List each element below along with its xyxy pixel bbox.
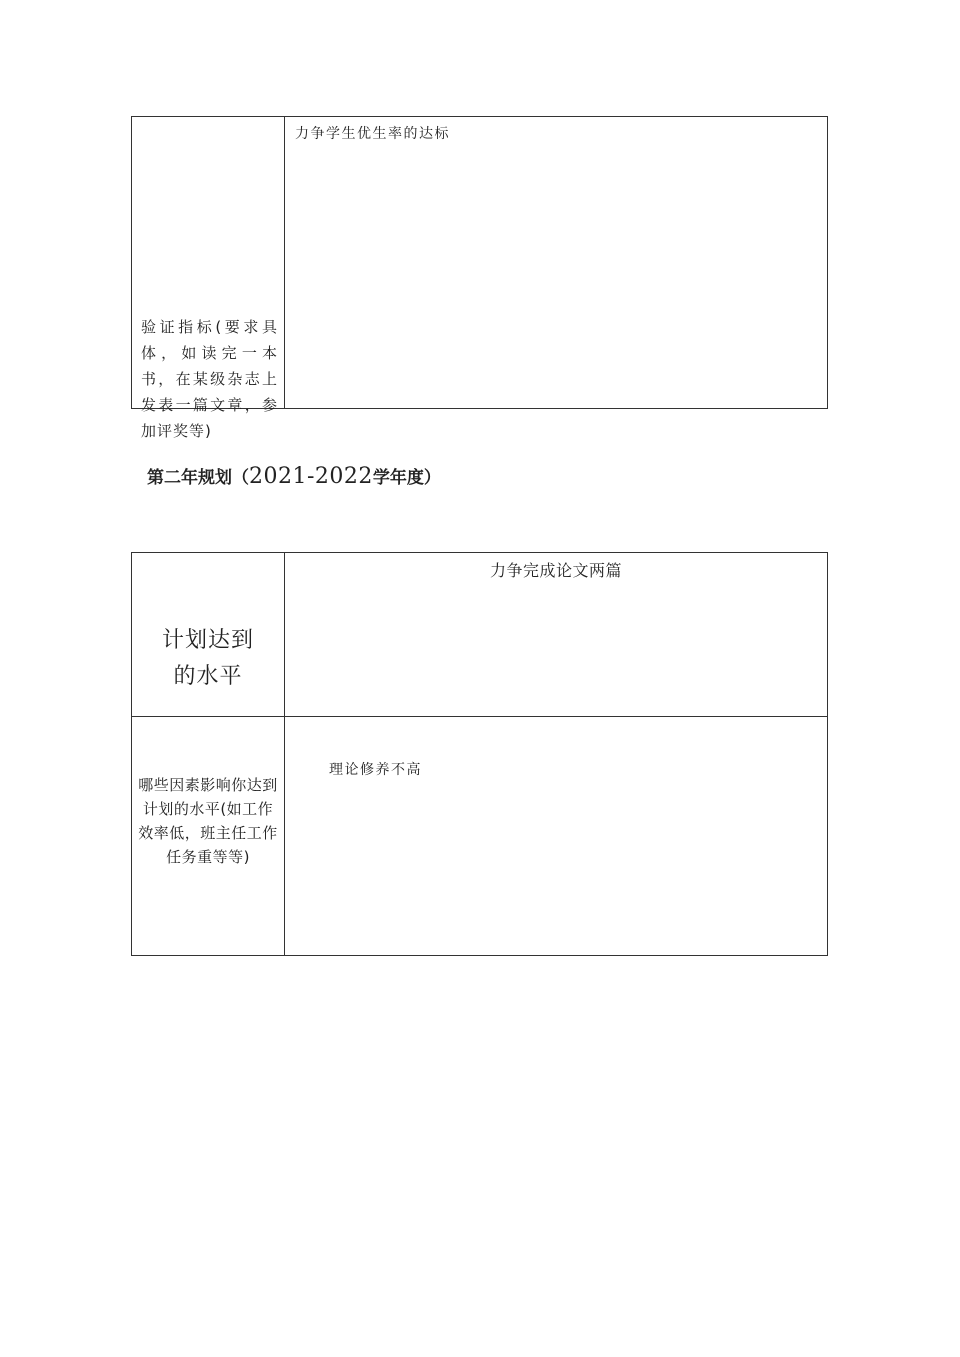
- plan-level-label-line1: 计划达到: [161, 628, 254, 653]
- verification-table: [131, 116, 828, 440]
- plan-level-label-line2: 的水平: [173, 664, 243, 689]
- plan-level-label: [132, 623, 284, 695]
- plan-level-content: 力争完成论文两篇: [489, 561, 622, 580]
- plan-table: [131, 552, 828, 956]
- verification-label-cell: [132, 117, 285, 440]
- factors-content-cell: [285, 717, 827, 955]
- plan-level-content-cell: [285, 553, 827, 716]
- verification-row: [132, 117, 827, 440]
- verification-label: 验证指标(要求具体，如读完一本书，在某级杂志上发表一篇文章，参加评奖等): [141, 318, 278, 440]
- factors-row: [132, 716, 827, 955]
- section-heading: [147, 463, 441, 489]
- section-heading-prefix: 第二年规划（: [147, 468, 249, 488]
- verification-content-cell: [285, 117, 827, 408]
- factors-content: 理论修养不高: [329, 762, 422, 778]
- verification-content: 力争学生优生率的达标: [295, 126, 450, 142]
- plan-level-row: [132, 553, 827, 716]
- section-heading-suffix: 学年度）: [372, 468, 441, 488]
- factors-label-cell: [132, 717, 285, 955]
- section-heading-years: 2021-2022: [249, 464, 373, 489]
- plan-level-label-cell: [132, 553, 285, 716]
- factors-label: 哪些因素影响你达到计划的水平(如工作效率低，班主任工作任务重等等): [138, 776, 278, 866]
